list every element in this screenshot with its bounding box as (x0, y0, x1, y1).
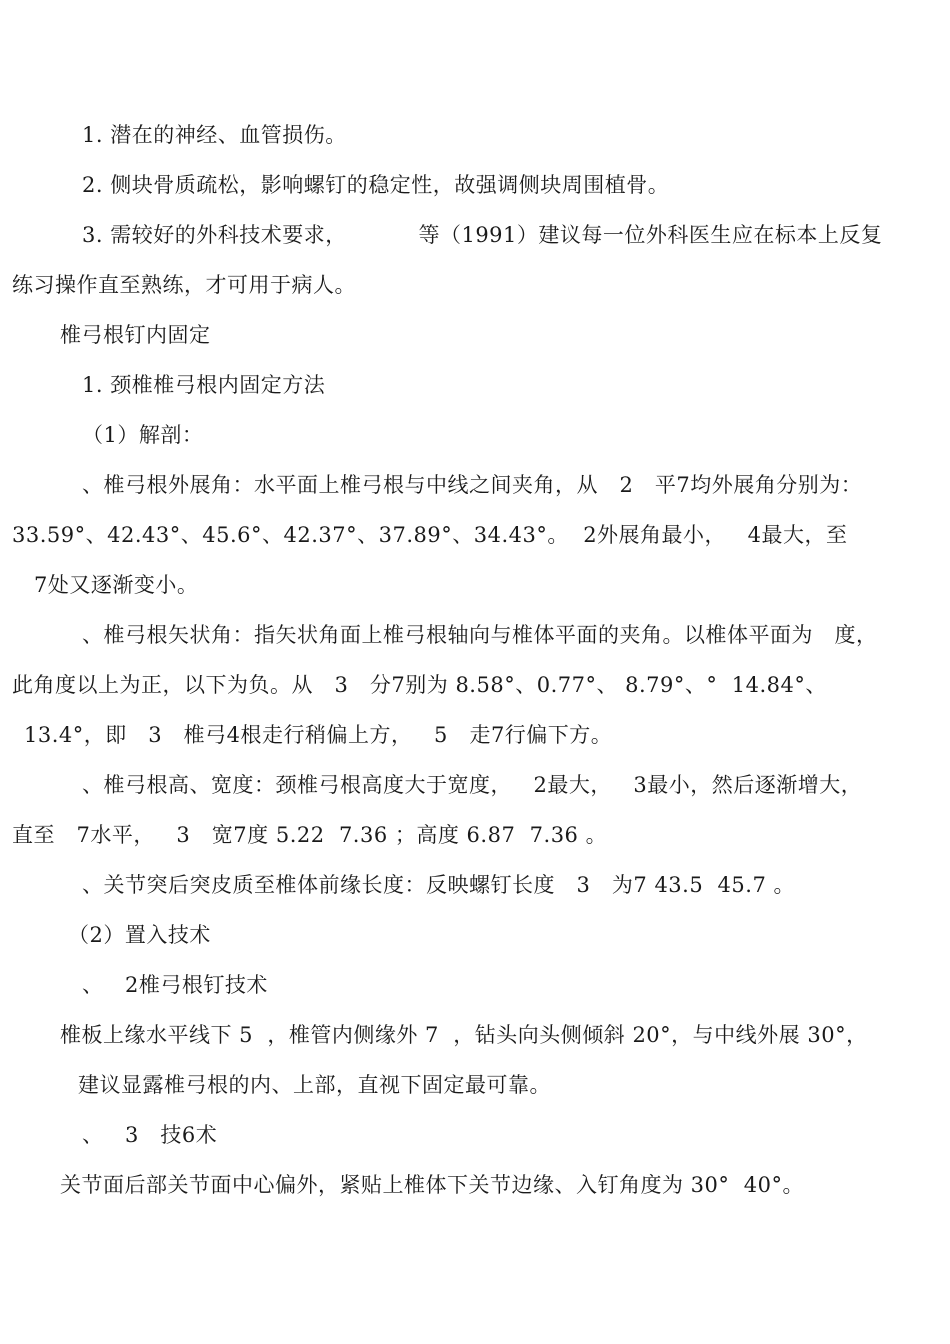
section-heading: 椎弓根钉内固定 (60, 323, 211, 347)
paragraph-line: 3. 需较好的外科技术要求， 等（1991）建议每一位外科医生应在标本上反复 (82, 223, 883, 247)
paragraph-line: 此角度以上为正，以下为负。从 3 分7别为 8.58°、0.77°、 8.79°、° 14.84°、 (12, 673, 827, 697)
paragraph-line: 33.59°、42.43°、45.6°、42.37°、37.89°、34.43°。 2外展角最小， 4最大，至 (12, 523, 848, 547)
subsection-heading: 1. 颈椎椎弓根内固定方法 (82, 373, 326, 397)
paragraph-line: 2. 侧块骨质疏松，影响螺钉的稳定性，故强调侧块周围植骨。 (82, 173, 670, 197)
paragraph-line: 、椎弓根矢状角：指矢状角面上椎弓根轴向与椎体平面的夹角。以椎体平面为 度， (82, 623, 878, 647)
subsection-heading: 、 3 技6术 (82, 1123, 218, 1147)
paragraph-line: 、椎弓根高、宽度：颈椎弓根高度大于宽度， 2最大， 3最小，然后逐渐增大， (82, 773, 863, 797)
subsection-heading: 、 2椎弓根钉技术 (82, 973, 268, 997)
paragraph-line: 13.4°，即 3 椎弓4根走行稍偏上方， 5 走7行偏下方。 (24, 723, 613, 747)
paragraph-line: 椎板上缘水平线下 5 ，椎管内侧缘外 7 ，钻头向头侧倾斜 20°，与中线外展 30°， (60, 1023, 868, 1047)
paragraph-line: 直至 7水平， 3 宽7度 5.22 7.36 ；高度 6.87 7.36 。 (12, 823, 608, 847)
paragraph-line: 7处又逐渐变小。 (34, 573, 199, 597)
paragraph-line: 关节面后部关节面中心偏外，紧贴上椎体下关节边缘、入钉角度为 30° 40°。 (60, 1173, 804, 1197)
subsection-heading: （1）解剖： (82, 423, 204, 447)
paragraph-line: 、椎弓根外展角：水平面上椎弓根与中线之间夹角，从 2 平7均外展角分别为： (82, 473, 863, 497)
paragraph-line: 练习操作直至熟练，才可用于病人。 (12, 273, 356, 297)
paragraph-line: 1. 潜在的神经、血管损伤。 (82, 123, 347, 147)
subsection-heading: （2）置入技术 (68, 923, 211, 947)
paragraph-line: 、关节突后突皮质至椎体前缘长度：反映螺钉长度 3 为7 43.5 45.7 。 (82, 873, 795, 897)
paragraph-line: 建议显露椎弓根的内、上部，直视下固定最可靠。 (78, 1073, 551, 1097)
